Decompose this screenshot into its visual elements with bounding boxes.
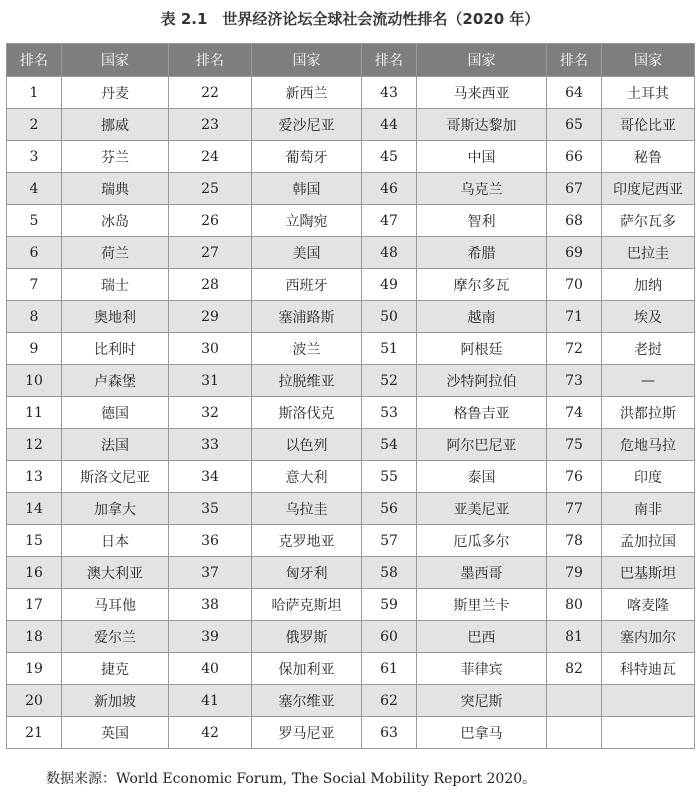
rank-cell: 66: [547, 141, 602, 173]
rank-cell: 73: [547, 365, 602, 397]
rank-cell: 1: [7, 77, 62, 109]
country-cell: 越南: [417, 301, 547, 333]
country-cell: 阿根廷: [417, 333, 547, 365]
table-row: [7, 365, 695, 397]
rank-cell: 48: [362, 237, 417, 269]
rank-cell: 59: [362, 589, 417, 621]
country-cell: 墨西哥: [417, 557, 547, 589]
country-cell: 马耳他: [62, 589, 169, 621]
country-cell: 新加坡: [62, 685, 169, 717]
country-cell: 芬兰: [62, 141, 169, 173]
country-cell: 泰国: [417, 461, 547, 493]
country-cell: 老挝: [602, 333, 695, 365]
country-cell: 比利时: [62, 333, 169, 365]
country-cell: 突尼斯: [417, 685, 547, 717]
rank-cell: 68: [547, 205, 602, 237]
table-row: [7, 493, 695, 525]
rank-cell: 19: [7, 653, 62, 685]
table-body: [7, 77, 695, 749]
country-cell: 格鲁吉亚: [417, 397, 547, 429]
country-cell: [602, 717, 695, 749]
rank-cell: 62: [362, 685, 417, 717]
country-cell: 挪威: [62, 109, 169, 141]
header-country: 国家: [62, 44, 169, 77]
rank-cell: 58: [362, 557, 417, 589]
rank-cell: 69: [547, 237, 602, 269]
table-row: [7, 141, 695, 173]
rank-cell: 11: [7, 397, 62, 429]
rank-cell: 53: [362, 397, 417, 429]
header-country: 国家: [602, 44, 695, 77]
rank-cell: 20: [7, 685, 62, 717]
country-cell: 葡萄牙: [252, 141, 362, 173]
country-cell: 新西兰: [252, 77, 362, 109]
country-cell: 巴拉圭: [602, 237, 695, 269]
country-cell: 秘鲁: [602, 141, 695, 173]
country-cell: 韩国: [252, 173, 362, 205]
country-cell: 厄瓜多尔: [417, 525, 547, 557]
rank-cell: 25: [169, 173, 252, 205]
country-cell: 拉脱维亚: [252, 365, 362, 397]
country-cell: 爱沙尼亚: [252, 109, 362, 141]
table-row: [7, 333, 695, 365]
rank-cell: 10: [7, 365, 62, 397]
rank-cell: 8: [7, 301, 62, 333]
country-cell: 希腊: [417, 237, 547, 269]
country-cell: 斯洛伐克: [252, 397, 362, 429]
header-country: 国家: [417, 44, 547, 77]
rank-cell: 7: [7, 269, 62, 301]
rank-cell: 5: [7, 205, 62, 237]
rank-cell: 43: [362, 77, 417, 109]
country-cell: 印度: [602, 461, 695, 493]
country-cell: 加纳: [602, 269, 695, 301]
rank-cell: 26: [169, 205, 252, 237]
rank-cell: 27: [169, 237, 252, 269]
country-cell: 科特迪瓦: [602, 653, 695, 685]
table-row: [7, 301, 695, 333]
country-cell: 巴拿马: [417, 717, 547, 749]
country-cell: 阿尔巴尼亚: [417, 429, 547, 461]
rank-cell: 56: [362, 493, 417, 525]
country-cell: 孟加拉国: [602, 525, 695, 557]
table-row: [7, 397, 695, 429]
rank-cell: 2: [7, 109, 62, 141]
country-cell: 萨尔瓦多: [602, 205, 695, 237]
country-cell: 危地马拉: [602, 429, 695, 461]
rank-cell: [547, 717, 602, 749]
country-cell: 法国: [62, 429, 169, 461]
source-note: 数据来源：World Economic Forum, The Social Mobility Report 2020。: [46, 771, 537, 787]
country-cell: [602, 685, 695, 717]
country-cell: 南非: [602, 493, 695, 525]
table-row: [7, 269, 695, 301]
rank-cell: 16: [7, 557, 62, 589]
rank-cell: 21: [7, 717, 62, 749]
country-cell: 冰岛: [62, 205, 169, 237]
country-cell: 塞内加尔: [602, 621, 695, 653]
rank-cell: 49: [362, 269, 417, 301]
rank-cell: 45: [362, 141, 417, 173]
table-row: [7, 717, 695, 749]
rank-cell: 72: [547, 333, 602, 365]
country-cell: 土耳其: [602, 77, 695, 109]
country-cell: 印度尼西亚: [602, 173, 695, 205]
country-cell: 瑞典: [62, 173, 169, 205]
country-cell: 卢森堡: [62, 365, 169, 397]
rank-cell: 23: [169, 109, 252, 141]
rank-cell: 32: [169, 397, 252, 429]
rank-cell: 46: [362, 173, 417, 205]
rank-cell: 78: [547, 525, 602, 557]
rank-cell: 81: [547, 621, 602, 653]
country-cell: 以色列: [252, 429, 362, 461]
country-cell: 西班牙: [252, 269, 362, 301]
country-cell: 匈牙利: [252, 557, 362, 589]
table-header-row: [7, 44, 695, 77]
country-cell: 立陶宛: [252, 205, 362, 237]
country-cell: 日本: [62, 525, 169, 557]
rank-cell: 52: [362, 365, 417, 397]
rank-cell: 71: [547, 301, 602, 333]
country-cell: 俄罗斯: [252, 621, 362, 653]
rank-cell: 17: [7, 589, 62, 621]
rank-cell: 33: [169, 429, 252, 461]
country-cell: 波兰: [252, 333, 362, 365]
country-cell: 塞尔维亚: [252, 685, 362, 717]
rank-cell: 80: [547, 589, 602, 621]
rank-cell: 74: [547, 397, 602, 429]
rank-cell: 37: [169, 557, 252, 589]
country-cell: 澳大利亚: [62, 557, 169, 589]
country-cell: 克罗地亚: [252, 525, 362, 557]
rank-cell: 47: [362, 205, 417, 237]
rank-cell: 24: [169, 141, 252, 173]
rank-cell: 57: [362, 525, 417, 557]
header-rank: 排名: [169, 44, 252, 77]
country-cell: 斯里兰卡: [417, 589, 547, 621]
rank-cell: 35: [169, 493, 252, 525]
header-rank: 排名: [362, 44, 417, 77]
rank-cell: 75: [547, 429, 602, 461]
rank-cell: 13: [7, 461, 62, 493]
rank-cell: 42: [169, 717, 252, 749]
country-cell: 英国: [62, 717, 169, 749]
rank-cell: 63: [362, 717, 417, 749]
rank-cell: 3: [7, 141, 62, 173]
rank-cell: 79: [547, 557, 602, 589]
rank-cell: 39: [169, 621, 252, 653]
table-row: [7, 173, 695, 205]
country-cell: 加拿大: [62, 493, 169, 525]
country-cell: 瑞士: [62, 269, 169, 301]
country-cell: 摩尔多瓦: [417, 269, 547, 301]
country-cell: 亚美尼亚: [417, 493, 547, 525]
country-cell: 洪都拉斯: [602, 397, 695, 429]
rank-cell: 65: [547, 109, 602, 141]
rank-cell: 22: [169, 77, 252, 109]
table-row: [7, 109, 695, 141]
rank-cell: 28: [169, 269, 252, 301]
country-cell: 哥伦比亚: [602, 109, 695, 141]
rank-cell: 51: [362, 333, 417, 365]
rank-cell: 67: [547, 173, 602, 205]
table-row: [7, 621, 695, 653]
rank-cell: 18: [7, 621, 62, 653]
rank-cell: 64: [547, 77, 602, 109]
table-row: [7, 237, 695, 269]
table-row: [7, 525, 695, 557]
rank-cell: 70: [547, 269, 602, 301]
country-cell: 美国: [252, 237, 362, 269]
ranking-table: [6, 43, 695, 749]
country-cell: 菲律宾: [417, 653, 547, 685]
rank-cell: 4: [7, 173, 62, 205]
country-cell: 罗马尼亚: [252, 717, 362, 749]
country-cell: 智利: [417, 205, 547, 237]
rank-cell: 38: [169, 589, 252, 621]
country-cell: 意大利: [252, 461, 362, 493]
country-cell: 喀麦隆: [602, 589, 695, 621]
rank-cell: 77: [547, 493, 602, 525]
table-row: [7, 557, 695, 589]
rank-cell: 60: [362, 621, 417, 653]
country-cell: 哥斯达黎加: [417, 109, 547, 141]
rank-cell: 55: [362, 461, 417, 493]
rank-cell: 14: [7, 493, 62, 525]
rank-cell: 6: [7, 237, 62, 269]
table-row: [7, 461, 695, 493]
country-cell: 保加利亚: [252, 653, 362, 685]
table-row: [7, 205, 695, 237]
table-row: [7, 429, 695, 461]
country-cell: 捷克: [62, 653, 169, 685]
rank-cell: 50: [362, 301, 417, 333]
country-cell: 斯洛文尼亚: [62, 461, 169, 493]
country-cell: 德国: [62, 397, 169, 429]
rank-cell: 54: [362, 429, 417, 461]
rank-cell: 15: [7, 525, 62, 557]
header-country: 国家: [252, 44, 362, 77]
rank-cell: 34: [169, 461, 252, 493]
country-cell: 荷兰: [62, 237, 169, 269]
rank-cell: 76: [547, 461, 602, 493]
table-title: 表 2.1 世界经济论坛全球社会流动性排名（2020 年）: [160, 10, 540, 28]
table-row: [7, 685, 695, 717]
country-cell: 爱尔兰: [62, 621, 169, 653]
country-cell: 马来西亚: [417, 77, 547, 109]
country-cell: 奥地利: [62, 301, 169, 333]
header-rank: 排名: [547, 44, 602, 77]
rank-cell: 61: [362, 653, 417, 685]
country-cell: 中国: [417, 141, 547, 173]
country-cell: 巴基斯坦: [602, 557, 695, 589]
rank-cell: 29: [169, 301, 252, 333]
country-cell: 塞浦路斯: [252, 301, 362, 333]
rank-cell: 82: [547, 653, 602, 685]
table-row: [7, 653, 695, 685]
country-cell: 巴西: [417, 621, 547, 653]
rank-cell: 30: [169, 333, 252, 365]
country-cell: 乌克兰: [417, 173, 547, 205]
rank-cell: 44: [362, 109, 417, 141]
country-cell: 沙特阿拉伯: [417, 365, 547, 397]
country-cell: 哈萨克斯坦: [252, 589, 362, 621]
country-cell: 乌拉圭: [252, 493, 362, 525]
country-cell: 埃及: [602, 301, 695, 333]
rank-cell: [547, 685, 602, 717]
country-cell: 丹麦: [62, 77, 169, 109]
rank-cell: 9: [7, 333, 62, 365]
table-row: [7, 77, 695, 109]
table-row: [7, 589, 695, 621]
rank-cell: 41: [169, 685, 252, 717]
rank-cell: 12: [7, 429, 62, 461]
rank-cell: 40: [169, 653, 252, 685]
rank-cell: 31: [169, 365, 252, 397]
header-rank: 排名: [7, 44, 62, 77]
rank-cell: 36: [169, 525, 252, 557]
country-cell: —: [602, 365, 695, 397]
